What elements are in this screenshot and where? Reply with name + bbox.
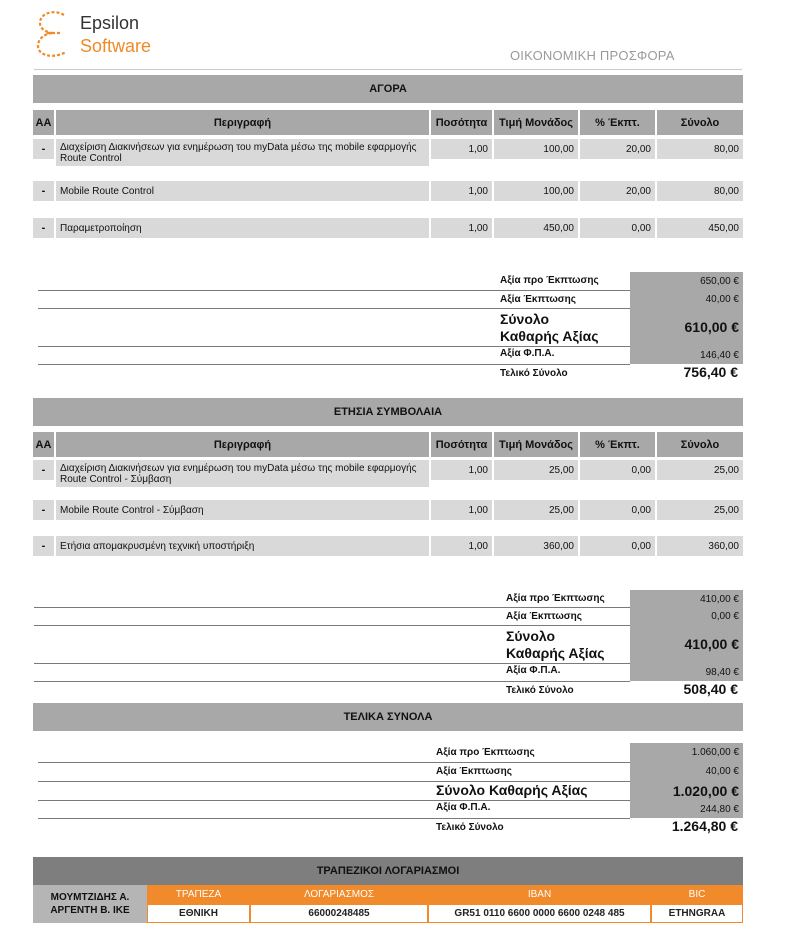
totals-pre-discount-value: 1.060,00 € [630,743,743,762]
summary-rule [38,290,630,291]
col-description: Περιγραφή [56,432,429,457]
summary-rule [34,663,630,664]
table-row-total: 80,00 [657,139,743,159]
summary-net-label-line2: Καθαρής Αξίας [500,328,599,344]
totals-net-value: 1.020,00 € [630,781,743,800]
table-row-discount: 0,00 [580,536,655,556]
table-row-discount: 0,00 [580,500,655,520]
totals-vat-label: Αξία Φ.Π.Α. [436,802,491,813]
summary-pre-discount-value: 650,00 € [630,272,743,290]
table-row-discount: 20,00 [580,139,655,159]
summary-rule [38,364,630,365]
summary-rule [38,762,630,763]
table-row-quantity: 1,00 [431,536,492,556]
table-row-unit-price: 100,00 [494,181,578,201]
table-row-unit-price: 25,00 [494,460,578,480]
table-row-total: 360,00 [657,536,743,556]
col-aa: ΑΑ [33,110,54,135]
table-row-total: 450,00 [657,218,743,238]
summary-rule [34,625,630,626]
table-row-description: Mobile Route Control - Σύμβαση [56,500,429,520]
totals-vat-value: 244,80 € [630,800,743,818]
section-annual-header: ΕΤΗΣΙΑ ΣΥΜΒΟΛΑΙΑ [33,398,743,426]
table-row-unit-price: 25,00 [494,500,578,520]
summary-discount-value: 0,00 € [630,607,743,625]
table-row-description: Διαχείριση Διακινήσεων για ενημέρωση του myData μέσω της mobile εφαρμογής Route Control [56,139,429,166]
summary-net-value: 410,00 € [630,625,743,663]
document-title: ΟΙΚΟΝΟΜΙΚΗ ΠΡΟΣΦΟΡΑ [510,48,675,63]
table-row-unit-price: 100,00 [494,139,578,159]
bank-iban-cell: GR51 0110 6600 0000 6600 0248 485 [428,904,651,923]
summary-vat-label: Αξία Φ.Π.Α. [506,665,561,676]
table-row-description: Διαχείριση Διακινήσεων για ενημέρωση του myData μέσω της mobile εφαρμογής Route Control - Σύμβαση [56,460,429,487]
bank-account-cell: 66000248485 [250,904,428,923]
totals-pre-discount-label: Αξία προ Έκπτωσης [436,747,535,758]
summary-final-label: Τελικό Σύνολο [506,685,574,696]
table-row-aa: - [33,181,54,201]
col-unit-price: Τιμή Μονάδος [494,432,578,457]
bank-col-bic: BIC [651,885,743,904]
col-quantity: Ποσότητα [431,432,492,457]
bank-col-iban: IBAN [428,885,651,904]
table-row-quantity: 1,00 [431,139,492,159]
table-row-unit-price: 450,00 [494,218,578,238]
table-row-discount: 0,00 [580,460,655,480]
summary-rule [34,681,630,682]
col-total: Σύνολο [657,432,743,457]
section-totals-header: ΤΕΛΙΚΑ ΣΥΝΟΛΑ [33,703,743,731]
summary-vat-value: 146,40 € [630,346,743,364]
summary-pre-discount-label: Αξία προ Έκπτωσης [506,593,605,604]
summary-final-value: 756,40 € [683,364,738,380]
table-row-discount: 20,00 [580,181,655,201]
bank-bic-cell: ETHNGRAA [651,904,743,923]
table-row-quantity: 1,00 [431,218,492,238]
col-aa: ΑΑ [33,432,54,457]
totals-final-value: 1.264,80 € [671,818,738,834]
section-purchase-header: ΑΓΟΡΑ [33,75,743,103]
summary-vat-value: 98,40 € [630,663,743,681]
col-description: Περιγραφή [56,110,429,135]
summary-rule [38,818,630,819]
table-row-aa: - [33,460,54,480]
table-row-quantity: 1,00 [431,181,492,201]
totals-net-label: Σύνολο Καθαρής Αξίας [436,782,588,798]
epsilon-logo-icon [34,9,72,59]
summary-rule [38,346,630,347]
col-total: Σύνολο [657,110,743,135]
table-row-aa: - [33,536,54,556]
brand-name-line1: Epsilon [80,13,140,33]
table-row-aa: - [33,500,54,520]
summary-pre-discount-value: 410,00 € [630,590,743,608]
bank-col-bank: ΤΡΑΠΕΖΑ [147,885,250,904]
table-row-aa: - [33,139,54,159]
totals-discount-label: Αξία Έκπτωσης [436,766,512,777]
header-divider [34,69,742,70]
table-row-description: Mobile Route Control [56,181,429,201]
summary-net-value: 610,00 € [630,308,743,346]
table-row-quantity: 1,00 [431,460,492,480]
brand-name-line2: Software [80,36,152,56]
table-row-description: Παραμετροποίηση [56,218,429,238]
table-row-unit-price: 360,00 [494,536,578,556]
summary-net-label-line2: Καθαρής Αξίας [506,645,605,661]
bank-account-holder [33,885,147,923]
totals-final-label: Τελικό Σύνολο [436,822,504,833]
col-unit-price: Τιμή Μονάδος [494,110,578,135]
summary-vat-label: Αξία Φ.Π.Α. [500,348,555,359]
table-row-aa: - [33,218,54,238]
col-quantity: Ποσότητα [431,110,492,135]
summary-pre-discount-label: Αξία προ Έκπτωσης [500,275,599,286]
bank-holder-line1: ΜΟΥΜΤΖΙΔΗΣ Α. [50,892,130,903]
table-row-total: 25,00 [657,500,743,520]
summary-final-label: Τελικό Σύνολο [500,368,568,379]
table-row-quantity: 1,00 [431,500,492,520]
summary-discount-label: Αξία Έκπτωσης [506,611,582,622]
summary-net-label-line1: Σύνολο [500,311,550,327]
col-discount: % Έκπτ. [580,110,655,135]
totals-discount-value: 40,00 € [630,762,743,781]
summary-rule [34,607,630,608]
table-row-discount: 0,00 [580,218,655,238]
summary-rule [38,308,630,309]
bank-col-account: ΛΟΓΑΡΙΑΣΜΟΣ [250,885,428,904]
col-discount: % Έκπτ. [580,432,655,457]
table-row-total: 25,00 [657,460,743,480]
summary-discount-label: Αξία Έκπτωσης [500,294,576,305]
summary-final-value: 508,40 € [683,681,738,697]
bank-holder-line2: ΑΡΓΕΝΤΗ Β. ΙΚΕ [50,905,130,916]
summary-rule [38,800,630,801]
summary-net-label-line1: Σύνολο [506,628,556,644]
bank-name-cell: ΕΘΝΙΚΗ [147,904,250,923]
summary-discount-value: 40,00 € [630,290,743,308]
table-row-description: Ετήσια απομακρυσμένη τεχνική υποστήριξη [56,536,429,556]
section-bank-header: ΤΡΑΠΕΖΙΚΟΙ ΛΟΓΑΡΙΑΣΜΟΙ [33,857,743,885]
table-row-total: 80,00 [657,181,743,201]
